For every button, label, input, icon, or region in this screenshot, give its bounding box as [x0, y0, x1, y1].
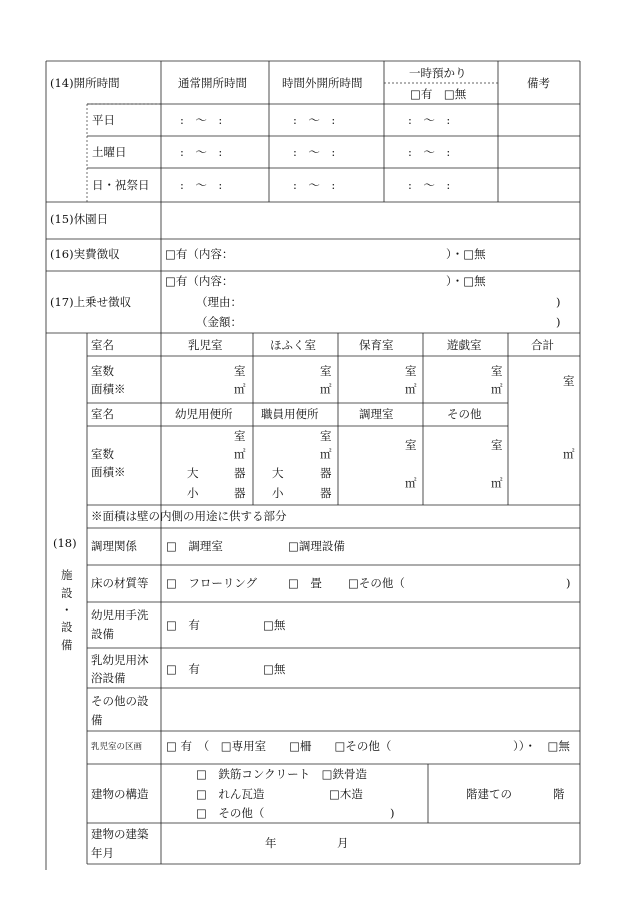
extra-fee-reason[interactable]: （理由： [196, 295, 242, 309]
room-infant: 乳児室 [188, 338, 223, 352]
partition-options[interactable]: □ 有 （ □専用室 □柵 □その他（ [166, 739, 392, 753]
actual-cost-none[interactable]: ）・□無 [446, 247, 486, 261]
bath-label: 乳幼児用沐 [91, 653, 149, 667]
unit-m2: ㎡ [320, 447, 332, 461]
facilities-label-char: ・ [61, 603, 73, 617]
handwash-label-2: 設備 [91, 627, 114, 641]
partition-none[interactable]: ））・ □無 [513, 739, 570, 753]
close-paren: ) [566, 576, 571, 590]
facilities-label-char: 設 [61, 620, 73, 634]
time-field[interactable]: : 〜 : [408, 145, 451, 159]
floors-text: 階建ての [466, 787, 512, 801]
room-staff-toilet: 職員用便所 [261, 407, 319, 421]
opening-hours-label: (14)開所時間 [50, 76, 120, 90]
row-holiday-label: 日・祝祭日 [92, 178, 150, 192]
time-field[interactable]: : 〜 : [293, 113, 336, 127]
time-field[interactable]: : 〜 : [180, 113, 223, 127]
unit-m2: ㎡ [234, 447, 246, 461]
other-equipment-label-2: 備 [91, 713, 103, 727]
unit-room: 室 [491, 438, 503, 452]
room-other: その他 [447, 407, 482, 421]
temp-care-options[interactable]: □有 □無 [410, 87, 467, 101]
extra-fee-amount[interactable]: （金額： [196, 315, 242, 329]
room-count-label: 室数 [91, 447, 114, 461]
room-kitchen: 調理室 [359, 407, 394, 421]
room-area-label: 面積※ [91, 465, 126, 479]
handwash-no-checkbox[interactable]: □無 [263, 618, 286, 632]
total-label: 合計 [531, 338, 554, 352]
facilities-number: (18) [53, 536, 77, 550]
time-field[interactable]: : 〜 : [180, 178, 223, 192]
time-field[interactable]: : 〜 : [180, 145, 223, 159]
bath-yes-checkbox[interactable]: □ 有 [166, 662, 200, 676]
time-field[interactable]: : 〜 : [408, 113, 451, 127]
floor-flooring-checkbox[interactable]: □ フローリング [166, 576, 258, 590]
room-nursery: 保育室 [359, 338, 394, 352]
other-equipment-label: その他の設 [91, 694, 149, 708]
year-label: 年 [265, 836, 277, 850]
floors-unit: 階 [553, 787, 565, 801]
unit-room: 室 [320, 429, 332, 443]
area-note: ※面積は壁の内側の用途に供する部分 [91, 509, 287, 523]
partition-label: 乳児室の区画 [91, 742, 143, 752]
unit-m2: ㎡ [405, 476, 417, 490]
close-paren: ) [390, 806, 395, 820]
unit-room: 室 [491, 364, 503, 378]
room-playroom: 遊戯室 [447, 338, 482, 352]
row-weekday-label: 平日 [92, 113, 115, 127]
structure-label: 建物の構造 [91, 787, 149, 801]
month-label: 月 [337, 836, 349, 850]
built-date-label: 建物の建築 [91, 827, 149, 841]
extra-hours-header: 時間外開所時間 [282, 76, 363, 90]
unit-m2: ㎡ [491, 382, 503, 396]
structure-wood-checkbox[interactable]: □木造 [329, 787, 363, 801]
unit-m2: ㎡ [405, 382, 417, 396]
handwash-label: 幼児用手洗 [91, 608, 149, 622]
cooking-label: 調理関係 [91, 539, 137, 553]
big-label: 大 [272, 466, 284, 480]
cooking-kitchen-checkbox[interactable]: □ 調理室 [166, 539, 223, 553]
unit-vessel: 器 [320, 486, 332, 500]
room-name-label: 室名 [91, 407, 114, 421]
built-date-label-2: 年月 [91, 846, 114, 860]
extra-fee-content[interactable]: □有（内容： [165, 274, 234, 288]
facilities-label-char: 施 [61, 568, 73, 582]
remarks-header: 備考 [527, 76, 550, 90]
close-paren: ) [556, 295, 561, 309]
room-count-label: 室数 [91, 364, 114, 378]
cooking-equipment-checkbox[interactable]: □調理設備 [288, 539, 345, 553]
actual-cost-label: (16)実費徴収 [50, 247, 120, 261]
bath-no-checkbox[interactable]: □無 [263, 662, 286, 676]
extra-fee-none[interactable]: ）・□無 [446, 274, 486, 288]
floor-label: 床の材質等 [91, 576, 149, 590]
structure-other-checkbox[interactable]: □ その他（ [196, 806, 265, 820]
room-child-toilet: 幼児用便所 [175, 407, 233, 421]
row-saturday-label: 土曜日 [92, 145, 127, 159]
close-paren: ) [556, 315, 561, 329]
structure-rc-steel-options[interactable]: □ 鉄筋コンクリート □鉄骨造 [196, 767, 367, 781]
structure-brick-checkbox[interactable]: □ れん瓦造 [196, 787, 265, 801]
unit-room: 室 [405, 364, 417, 378]
unit-m2: ㎡ [234, 382, 246, 396]
closed-days-label: (15)休園日 [50, 212, 109, 226]
facilities-label-char: 備 [61, 638, 73, 652]
actual-cost-content[interactable]: □有（内容： [165, 247, 234, 261]
total-unit-room: 室 [563, 374, 575, 388]
time-field[interactable]: : 〜 : [408, 178, 451, 192]
extra-fee-label: (17)上乗せ徴収 [50, 295, 132, 309]
room-area-label: 面積※ [91, 382, 126, 396]
unit-vessel: 器 [234, 466, 246, 480]
time-field[interactable]: : 〜 : [293, 145, 336, 159]
unit-room: 室 [405, 438, 417, 452]
total-unit-m2: ㎡ [563, 447, 575, 461]
facilities-label-char: 設 [61, 586, 73, 600]
handwash-yes-checkbox[interactable]: □ 有 [166, 618, 200, 632]
room-name-label: 室名 [91, 338, 114, 352]
unit-vessel: 器 [234, 486, 246, 500]
small-label: 小 [187, 486, 199, 500]
big-label: 大 [187, 466, 199, 480]
room-crawling: ほふく室 [270, 338, 316, 352]
time-field[interactable]: : 〜 : [293, 178, 336, 192]
unit-m2: ㎡ [320, 382, 332, 396]
regular-hours-header: 通常開所時間 [178, 76, 247, 90]
temp-care-header: 一時預かり [409, 66, 467, 80]
small-label: 小 [272, 486, 284, 500]
unit-m2: ㎡ [491, 476, 503, 490]
floor-tatami-checkbox[interactable]: □ 畳 [288, 576, 322, 590]
unit-vessel: 器 [320, 466, 332, 480]
floor-other-checkbox[interactable]: □その他（ [348, 576, 405, 590]
unit-room: 室 [320, 364, 332, 378]
bath-label-2: 浴設備 [91, 671, 126, 685]
unit-room: 室 [234, 364, 246, 378]
unit-room: 室 [234, 429, 246, 443]
